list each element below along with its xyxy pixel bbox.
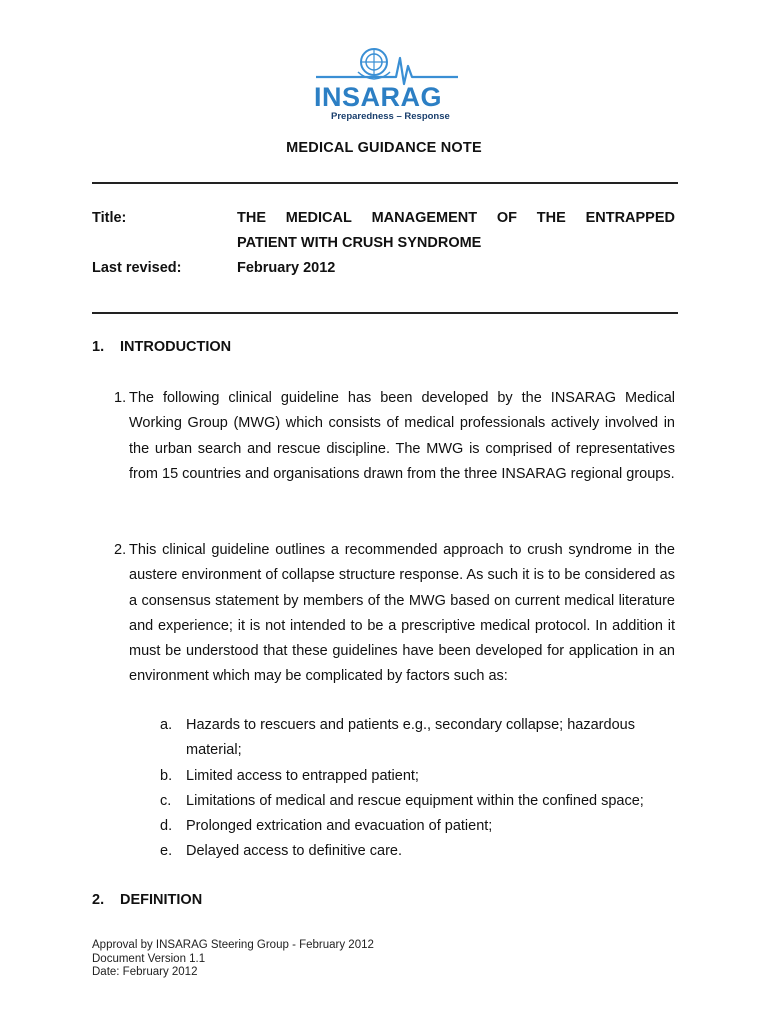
- title-word: OF: [496, 210, 518, 226]
- list-item-text: Hazards to rescuers and patients e.g., secondary collapse; hazardous material;: [186, 717, 635, 759]
- list-item: [160, 814, 680, 839]
- divider-bottom: [92, 312, 678, 314]
- document-title-line-1: [237, 210, 675, 226]
- list-item: [160, 764, 680, 789]
- title-word: THE: [237, 210, 266, 226]
- title-word: THE: [536, 210, 566, 226]
- document-footer: [92, 939, 374, 980]
- title-label: Title:: [92, 210, 127, 226]
- list-item-text: Limited access to entrapped patient;: [186, 767, 419, 784]
- title-word: MEDICAL: [285, 210, 352, 226]
- list-item: [160, 789, 680, 814]
- list-item-letter: e.: [160, 843, 173, 860]
- footer-date: Date: February 2012: [92, 966, 198, 978]
- list-item-letter: d.: [160, 818, 173, 835]
- document-title-line-2: PATIENT WITH CRUSH SYNDROME: [237, 235, 482, 251]
- list-item-letter: b.: [160, 767, 173, 784]
- un-emblem-heartbeat-icon: [312, 46, 462, 86]
- section-title: DEFINITION: [120, 892, 203, 908]
- insarag-logo: [312, 46, 462, 124]
- section-heading-introduction: [92, 339, 231, 355]
- list-item-text: Prolonged extrication and evacuation of patient;: [186, 818, 493, 835]
- title-word: ENTRAPPED: [585, 210, 675, 226]
- list-item-letter: c.: [160, 792, 172, 809]
- divider-top: [92, 182, 678, 184]
- logo-wordmark: INSARAG: [314, 82, 443, 112]
- paragraph-1: [114, 386, 675, 487]
- logo-tagline: Preparedness – Response: [331, 111, 450, 122]
- title-word: MANAGEMENT: [371, 210, 478, 226]
- last-revised-label: Last revised:: [92, 260, 182, 276]
- list-item: [160, 839, 680, 864]
- paragraph-text: This clinical guideline outlines a recommended approach to crush syndrome in the austere environment of collapse structure response. As such it is to be considered as a consensus statement by members of the MWG based on current medical literature and experience; it is not intended to be a prescriptive medical protocol. In addition it must be understood that these guidelines have been developed for application in an environment which may be complicated by factors such as:: [129, 542, 675, 685]
- section-heading-definition: [92, 892, 202, 908]
- list-item-letter: a.: [160, 717, 173, 733]
- list-item-text: Delayed access to definitive care.: [186, 843, 402, 860]
- paragraph-2: [114, 538, 675, 690]
- factors-list: [160, 713, 680, 865]
- section-title: INTRODUCTION: [120, 339, 232, 355]
- list-item: [160, 713, 680, 764]
- paragraph-text: The following clinical guideline has been developed by the INSARAG Medical Working Group (MWG) which consists of medical professionals actively involved in the urban search and rescue discipline. The MWG is comprised of representatives from 15 countries and organisations drawn from the three INSARAG regional groups.: [129, 390, 675, 482]
- footer-approval: Approval by INSARAG Steering Group - February 2012: [92, 939, 374, 951]
- section-number: 1.: [92, 339, 105, 355]
- document-heading: MEDICAL GUIDANCE NOTE: [286, 140, 482, 156]
- paragraph-number: 2.: [114, 542, 127, 558]
- section-number: 2.: [92, 892, 105, 908]
- paragraph-number: 1.: [114, 390, 127, 406]
- list-item-text: Limitations of medical and rescue equipment within the confined space;: [186, 792, 644, 809]
- last-revised-value: February 2012: [237, 260, 336, 276]
- footer-version: Document Version 1.1: [92, 952, 206, 965]
